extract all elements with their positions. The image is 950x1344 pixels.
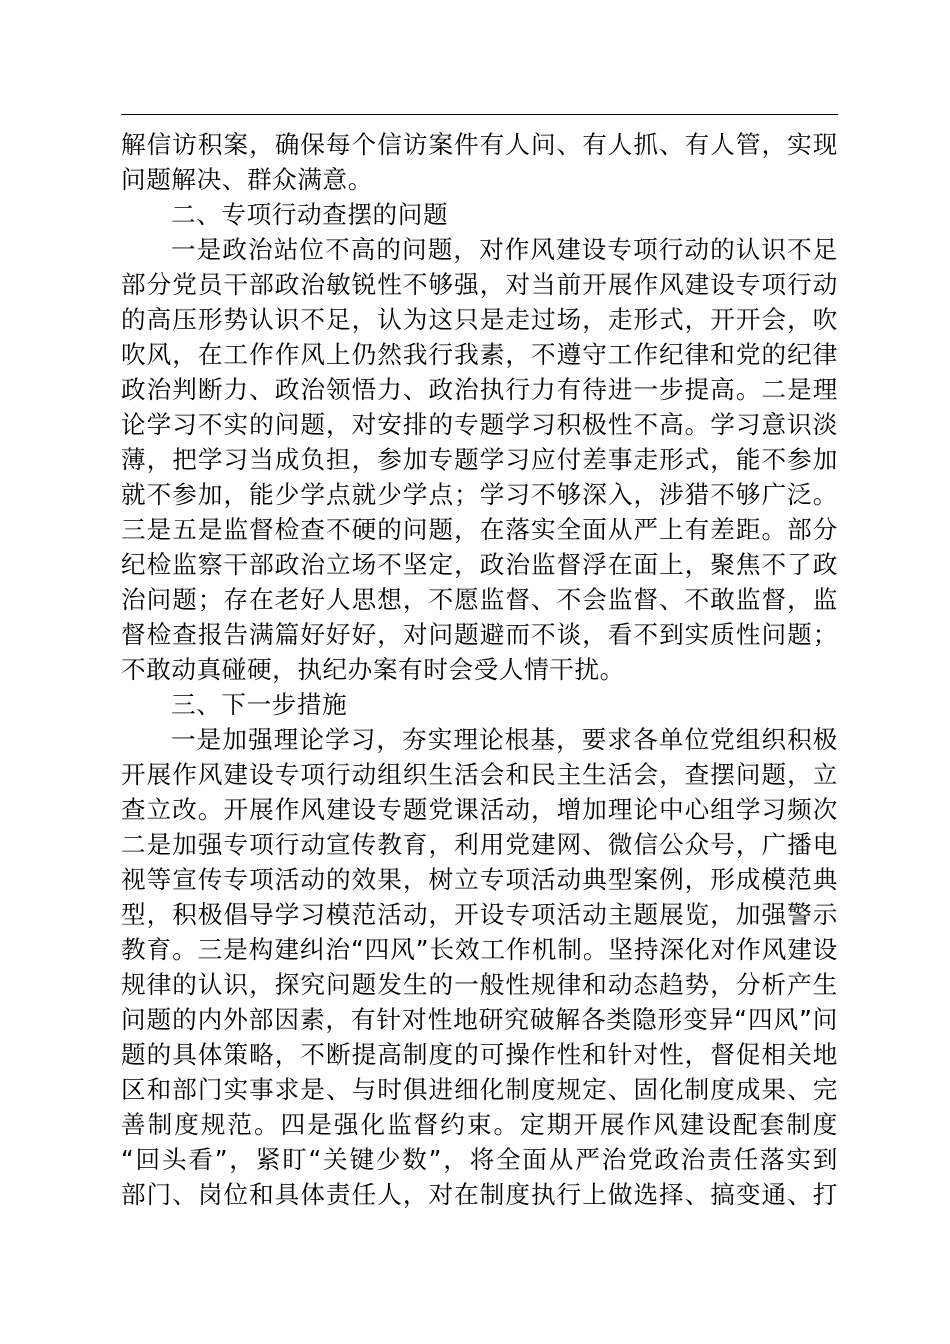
text-line: 二是加强专项行动宣传教育，利用党建网、微信公众号，广播电 [121,830,838,859]
text-line: 题的具体策略，不断提高制度的可操作性和针对性，督促相关地 [121,1040,838,1069]
text-line: 政治判断力、政治领悟力、政治执行力有待进一步提高。二是理 [121,375,838,404]
text-line: 问题解决、群众满意。 [121,165,373,194]
text-line: 就不参加，能少学点就少学点；学习不够深入，涉猎不够广泛。 [121,480,838,509]
text-line: 善制度规范。四是强化监督约束。定期开展作风建设配套制度 [121,1110,838,1139]
text-line: 视等宣传专项活动的效果，树立专项活动典型案例，形成模范典 [121,865,838,894]
document-body [121,127,838,1212]
text-line: 督检查报告满篇好好好，对问题避而不谈，看不到实质性问题； [121,620,838,649]
text-line: 区和部门实事求是、与时俱进细化制度规定、固化制度成果、完 [121,1075,838,1104]
text-line: 一是政治站位不高的问题，对作风建设专项行动的认识不足 [171,235,838,264]
text-line: 问题的内外部因素，有针对性地研究破解各类隐形变异“四风”问 [121,1005,838,1034]
text-line: 论学习不实的问题，对安排的专题学习积极性不高。学习意识淡 [121,410,838,439]
text-line: 不敢动真碰硬，执纪办案有时会受人情干扰。 [121,655,625,684]
text-line: 部分党员干部政治敏锐性不够强，对当前开展作风建设专项行动 [121,270,838,299]
text-line: 部门、岗位和具体责任人，对在制度执行上做选择、搞变通、打 [121,1180,838,1209]
text-line: 治问题；存在老好人思想，不愿监督、不会监督、不敢监督，监 [121,585,838,614]
text-line: 一是加强理论学习，夯实理论根基，要求各单位党组织积极 [171,725,838,754]
text-line: 开展作风建设专项行动组织生活会和民主生活会，查摆问题，立 [121,760,838,789]
text-line: 规律的认识，探究问题发生的一般性规律和动态趋势，分析产生 [121,970,838,999]
text-line: 纪检监察干部政治立场不坚定，政治监督浮在面上，聚焦不了政 [121,550,838,579]
text-line: 吹风，在工作作风上仍然我行我素，不遵守工作纪律和党的纪律 [121,340,838,369]
header-rule [121,114,838,115]
text-line: 教育。三是构建纠治“四风”长效工作机制。坚持深化对作风建设 [121,935,838,964]
text-line: 解信访积案，确保每个信访案件有人问、有人抓、有人管，实现 [121,130,838,159]
text-line: 查立改。开展作风建设专题党课活动，增加理论中心组学习频次 [121,795,838,824]
text-line: 薄，把学习当成负担，参加专题学习应付差事走形式，能不参加 [121,445,838,474]
text-line: “回头看”，紧盯“关键少数”，将全面从严治党政治责任落实到 [121,1145,838,1174]
text-line: 型，积极倡导学习模范活动，开设专项活动主题展览，加强警示 [121,900,838,929]
text-line: 三、下一步措施 [171,690,348,719]
text-line: 三是五是监督检查不硬的问题，在落实全面从严上有差距。部分 [121,515,838,544]
text-line: 的高压形势认识不足，认为这只是走过场，走形式，开开会，吹 [121,305,838,334]
text-line: 二、专项行动查摆的问题 [171,200,449,229]
